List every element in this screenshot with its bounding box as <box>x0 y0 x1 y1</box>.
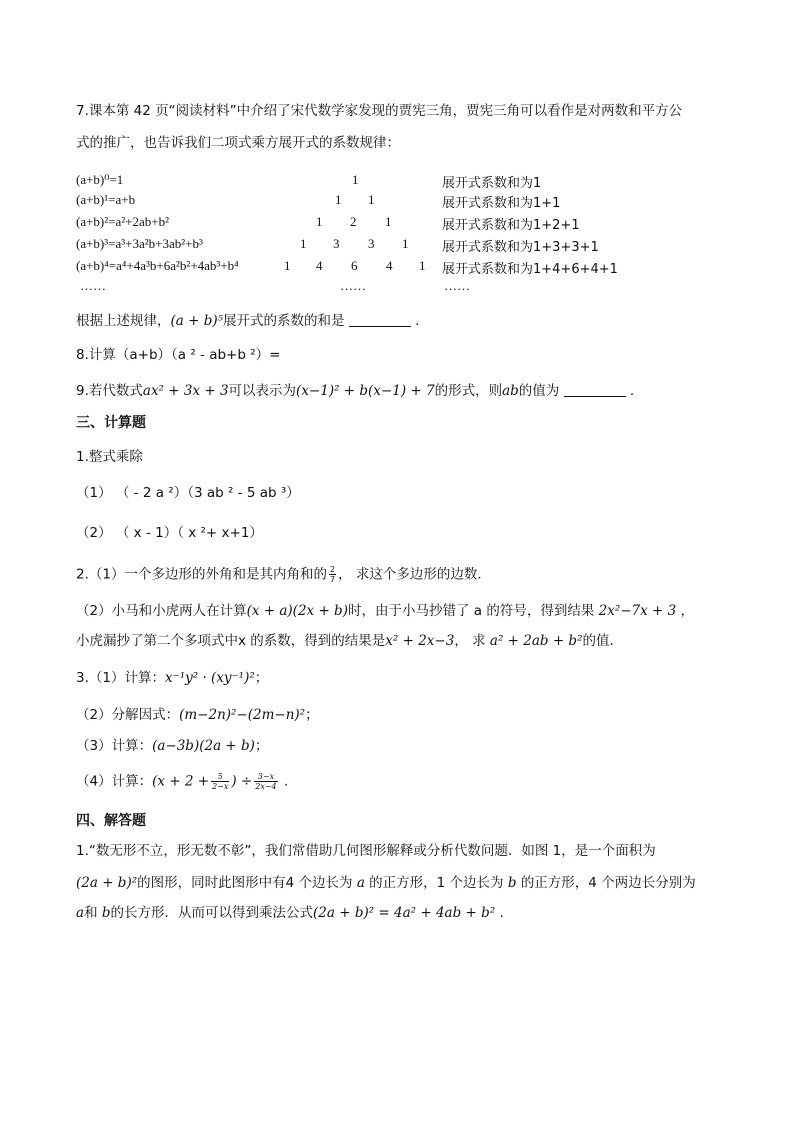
problem-text: ， 求这个多边形的边数． <box>338 566 491 583</box>
answer-blank[interactable] <box>564 382 626 397</box>
problem-text: 和 <box>84 905 98 921</box>
math-expression: (x + a)(2x + b) <box>246 603 348 619</box>
answer-problem-line <box>76 904 504 922</box>
math-variable: b <box>507 875 517 891</box>
problem-text: （2）分解因式： <box>76 707 180 723</box>
expansion-formula: (a+b)³=a³+3a²b+3ab²+b³ <box>76 236 203 251</box>
coefficient: 1 <box>300 236 307 251</box>
problem-part <box>76 737 268 755</box>
coefficient: 3 <box>368 236 375 251</box>
section-heading: 三、计算题 <box>76 415 146 431</box>
fraction <box>329 565 336 584</box>
pascal-row <box>76 192 716 210</box>
problem-part <box>76 706 319 724</box>
pascal-row <box>76 236 716 254</box>
problem-text: （3）计算： <box>76 738 153 754</box>
q9-expression: ab <box>502 383 519 399</box>
problem-text: . <box>283 773 289 790</box>
problem-text: （4）计算： <box>76 773 153 790</box>
denominator: 7 <box>329 575 336 584</box>
q8-line: 8.计算（a+b）（a ² - ab+b ²）= <box>76 347 281 363</box>
fraction <box>254 772 277 791</box>
problem-part <box>76 669 268 687</box>
expansion-formula: (a+b)¹=a+b <box>76 192 136 207</box>
math-expression: x⁻¹y² · (xy⁻¹)² <box>164 670 255 686</box>
coefficient: 2 <box>350 214 357 229</box>
q7-question-end: . <box>415 313 420 329</box>
problem-text: ； <box>254 738 269 754</box>
answer-problem-line: 1.“数无形不立，形无数不彰”，我们常借助几何图形解释或分析代数问题．如图 1，是一个面积为 <box>76 843 656 859</box>
coefficient-sum: 展开式系数和为1+3+3+1 <box>442 240 599 255</box>
math-expression: (a−3b)(2a + b) <box>152 738 255 754</box>
coefficient-sum: 展开式系数和为1+4+6+4+1 <box>442 262 618 277</box>
q7-question-text: 展开式的系数的和是 <box>223 313 345 329</box>
coefficient: 6 <box>351 258 358 273</box>
math-variable: b <box>101 905 111 921</box>
math-expression: (2a + b)² <box>76 875 138 891</box>
math-expression: a² + 2ab + b² <box>489 633 583 649</box>
math-expression: ) ÷ <box>231 773 253 790</box>
coefficient: 1 <box>368 192 375 207</box>
problem-text: . <box>499 905 504 921</box>
ellipsis: …… <box>80 278 106 293</box>
ellipsis: …… <box>340 278 366 293</box>
q7-line2: 式的推广，也告诉我们二项式乘方展开式的系数规律： <box>76 135 400 151</box>
math-expression: x² + 2x−3 <box>385 633 455 649</box>
problem-text: 的长方形．从而可以得到乘法公式 <box>110 905 314 921</box>
coefficient: 1 <box>335 192 342 207</box>
problem-text: 小虎漏抄了第二个多项式中x 的系数，得到的结果是 <box>76 633 386 649</box>
coefficient: 1 <box>352 172 359 187</box>
math-variable: a <box>76 905 85 921</box>
coefficient-sum: 展开式系数和为1 <box>442 176 542 191</box>
denominator: 2x−4 <box>255 782 277 791</box>
coefficient-sum: 展开式系数和为1+1 <box>442 196 561 211</box>
q7-question <box>76 312 419 330</box>
expansion-formula: (a+b)⁴=a⁴+4a³b+6a²b²+4ab³+b⁴ <box>76 258 239 273</box>
pascal-row-ellipsis <box>76 278 716 296</box>
coefficient: 4 <box>316 258 323 273</box>
math-expression: 2x²−7x + 3 <box>598 603 677 619</box>
problem-text: 的正方形，4 个两边长分别为 <box>520 875 696 891</box>
denominator: 2−x <box>212 782 229 791</box>
problem-text: ， 求 <box>454 633 486 649</box>
pascal-row <box>76 172 716 190</box>
q7-question-prefix: 根据上述规律， <box>76 313 171 329</box>
math-variable: a <box>356 875 365 891</box>
math-expression: (2a + b)² = 4a² + 4ab + b² <box>313 905 496 921</box>
math-expression: (m−2n)²−(2m−n)² <box>179 707 306 723</box>
problem-text: 2.（1）一个多边形的外角和是其内角和的 <box>76 566 327 583</box>
expansion-formula: (a+b)⁰=1 <box>76 172 124 187</box>
coefficient: 3 <box>333 236 340 251</box>
q9-expression: ax² + 3x + 3 <box>142 383 229 399</box>
q9-text: 的形式，则 <box>434 383 503 399</box>
coefficient: 1 <box>385 214 392 229</box>
q9-period: . <box>629 383 635 399</box>
coefficient-sum: 展开式系数和为1+2+1 <box>442 218 580 233</box>
q7-question-expression: (a + b)⁵ <box>170 313 224 329</box>
problem-text: ， <box>680 603 695 619</box>
pascal-row <box>76 258 716 276</box>
ellipsis: …… <box>444 278 470 293</box>
math-expression: (x + 2 + <box>152 773 210 790</box>
expansion-formula: (a+b)²=a²+2ab+b² <box>76 214 169 229</box>
answer-problem-line <box>76 874 696 892</box>
problem-text: 的值． <box>582 633 623 649</box>
answer-blank[interactable] <box>349 312 411 327</box>
problem-title: 1.整式乘除 <box>76 449 143 465</box>
section-heading: 四、解答题 <box>76 813 146 829</box>
numerator: 2 <box>329 565 336 574</box>
problem-text: 3.（1）计算： <box>76 670 165 686</box>
problem-text: 时，由于小马抄错了 a 的符号，得到结果 <box>347 603 595 619</box>
problem-part <box>76 772 288 791</box>
coefficient: 4 <box>386 258 393 273</box>
fraction <box>211 772 229 791</box>
numerator: 5 <box>211 772 229 782</box>
q9-prefix: 9.若代数式 <box>76 383 143 399</box>
coefficient: 1 <box>419 258 426 273</box>
numerator: 3−x <box>254 772 277 782</box>
coefficient: 1 <box>402 236 409 251</box>
problem-text: ； <box>305 707 319 723</box>
q9-text: 可以表示为 <box>228 383 297 399</box>
problem-text: 的图形，同时此图形中有4 个边长为 <box>137 875 353 891</box>
q9-text: 的值为 <box>518 383 560 399</box>
problem-part <box>76 565 491 584</box>
coefficient: 1 <box>284 258 291 273</box>
problem-part <box>76 632 623 650</box>
pascal-row <box>76 214 716 232</box>
problem-part: （1） （ - 2 a ²）（3 ab ² - 5 ab ³） <box>76 485 300 501</box>
q9-line <box>76 382 634 400</box>
problem-part <box>76 602 694 620</box>
problem-text: ； <box>254 670 269 686</box>
problem-part: （2） （ x - 1）（ x ²+ x+1） <box>76 525 263 541</box>
problem-text: 的正方形，1 个边长为 <box>369 875 504 891</box>
coefficient: 1 <box>316 214 323 229</box>
problem-text: （2）小马和小虎两人在计算 <box>76 603 247 619</box>
q9-expression: (x−1)² + b(x−1) + 7 <box>296 383 435 399</box>
q7-line1: 7.课本第 42 页“阅读材料”中介绍了宋代数学家发现的贾宪三角，贾宪三角可以看作是对两数和平方公 <box>76 103 683 119</box>
